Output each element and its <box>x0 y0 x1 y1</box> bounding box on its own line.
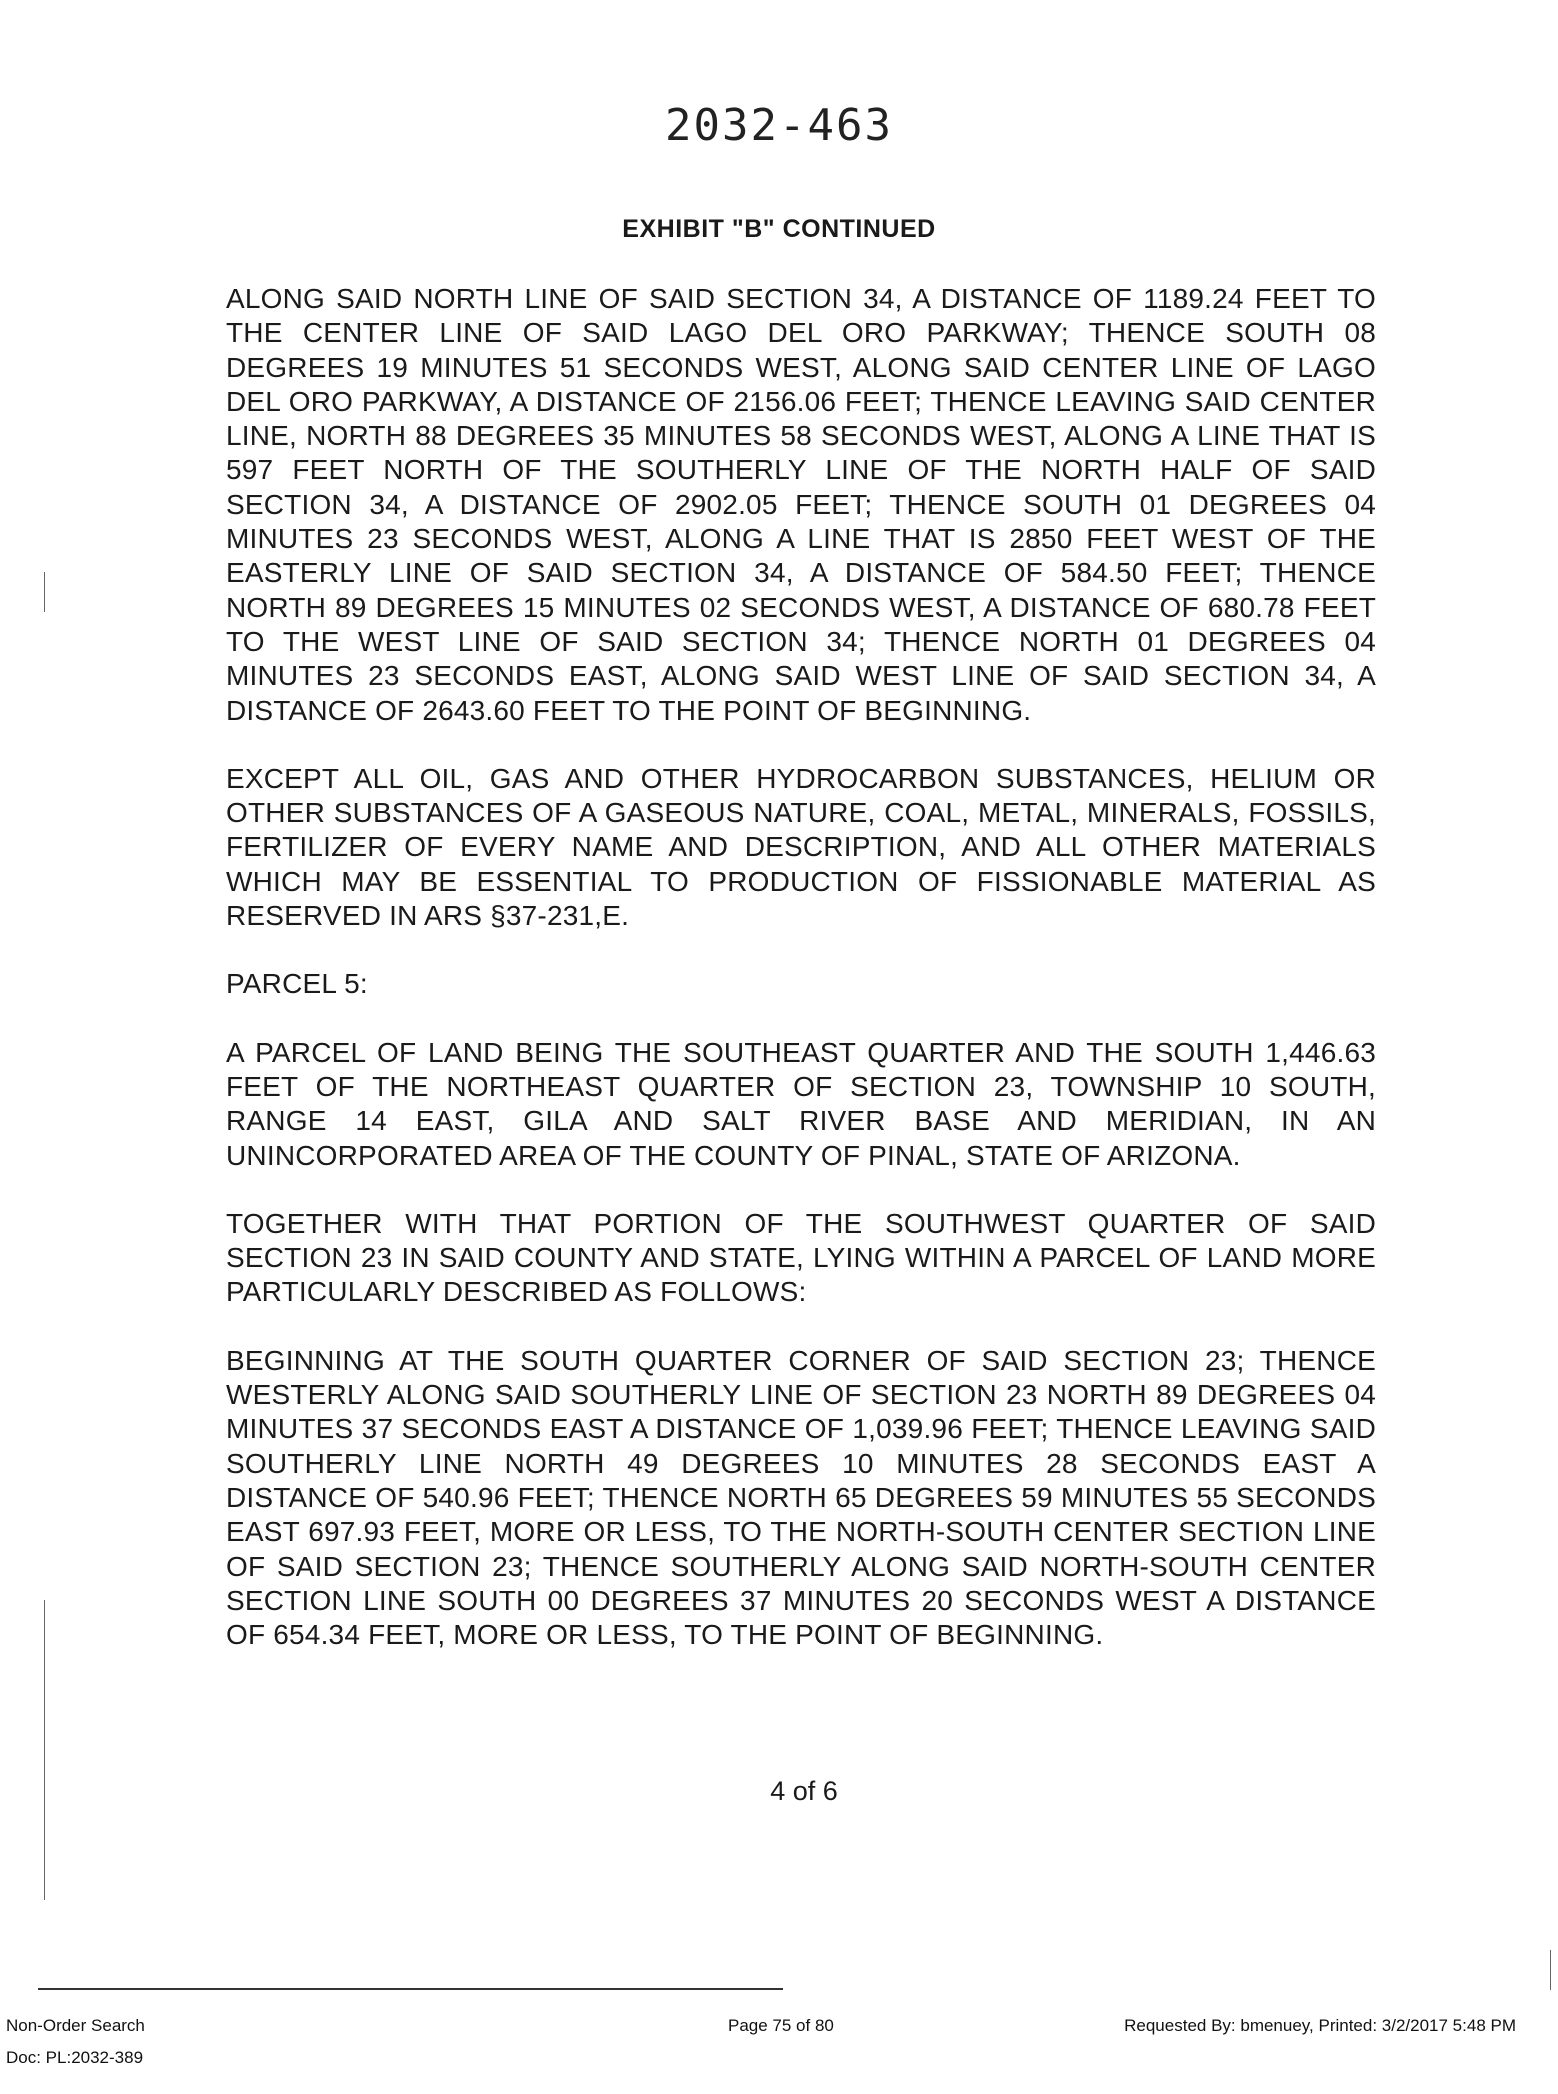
scan-margin-mark <box>44 572 45 612</box>
recording-number: 2032-463 <box>665 100 893 151</box>
paragraph-section-34-boundary: ALONG SAID NORTH LINE OF SAID SECTION 34, A DISTANCE OF 1189.24 FEET TO THE CENTER LINE OF SAID LAGO DEL ORO PARKWAY; THENCE SOUTH 08 DEGREES 19 MINUTES 51 SECONDS WEST, ALONG SAID CENTER LINE OF LAGO DEL ORO PARKWAY, A DISTANCE OF 2156.06 FEET; THENCE LEAVING SAID CENTER LINE, NORTH 88 DEGREES 35 MINUTES 58 SECONDS WEST, ALONG A LINE THAT IS 597 FEET NORTH OF THE SOUTHERLY LINE OF THE NORTH HALF OF SAID SECTION 34, A DISTANCE OF 2902.05 FEET; THENCE SOUTH 01 DEGREES 04 MINUTES 23 SECONDS WEST, ALONG A LINE THAT IS 2850 FEET WEST OF THE EASTERLY LINE OF SAID SECTION 34, A DISTANCE OF 584.50 FEET; THENCE NORTH 89 DEGREES 15 MINUTES 02 SECONDS WEST, A DISTANCE OF 680.78 FEET TO THE WEST LINE OF SAID SECTION 34; THENCE NORTH 01 DEGREES 04 MINUTES 23 SECONDS EAST, ALONG SAID WEST LINE OF SAID SECTION 34, A DISTANCE OF 2643.60 FEET TO THE POINT OF BEGINNING. <box>226 283 1376 726</box>
parcel-5-heading: PARCEL 5: <box>226 968 368 1000</box>
footer-requested-by: Requested By: bmenuey, Printed: 3/2/2017 5:48 PM <box>1124 2016 1516 2035</box>
paragraph-beginning-at: BEGINNING AT THE SOUTH QUARTER CORNER OF SAID SECTION 23; THENCE WESTERLY ALONG SAID SOUTHERLY LINE OF SECTION 23 NORTH 89 DEGREES 04 MINUTES 37 SECONDS EAST A DISTANCE OF 1,039.96 FEET; THENCE LEAVING SAID SOUTHERLY LINE NORTH 49 DEGREES 10 MINUTES 28 SECONDS EAST A DISTANCE OF 540.96 FEET; THENCE NORTH 65 DEGREES 59 MINUTES 55 SECONDS EAST 697.93 FEET, MORE OR LESS, TO THE NORTH-SOUTH CENTER SECTION LINE OF SAID SECTION 23; THENCE SOUTHERLY ALONG SAID NORTH-SOUTH CENTER SECTION LINE SOUTH 00 DEGREES 37 MINUTES 20 SECONDS WEST A DISTANCE OF 654.34 FEET, MORE OR LESS, TO THE POINT OF BEGINNING. <box>226 1344 1376 1651</box>
footer-page-indicator: Page 75 of 80 <box>728 2016 834 2035</box>
footer-divider <box>38 1988 783 1990</box>
search-type-label: Non-Order Search <box>6 2016 145 2035</box>
legal-description-body <box>226 282 1376 1686</box>
footer-left <box>6 2010 145 2074</box>
paragraph-together-with: TOGETHER WITH THAT PORTION OF THE SOUTHWEST QUARTER OF SAID SECTION 23 IN SAID COUNTY AND STATE, LYING WITHIN A PARCEL OF LAND MORE PARTICULARLY DESCRIBED AS FOLLOWS: <box>226 1207 1376 1308</box>
scan-margin-mark <box>1550 1950 1551 1990</box>
scan-margin-mark <box>44 1600 45 1900</box>
doc-reference: Doc: PL:2032-389 <box>6 2048 144 2067</box>
paragraph-mineral-exception: EXCEPT ALL OIL, GAS AND OTHER HYDROCARBON SUBSTANCES, HELIUM OR OTHER SUBSTANCES OF A GASEOUS NATURE, COAL, METAL, MINERALS, FOSSILS, FERTILIZER OF EVERY NAME AND DESCRIPTION, AND ALL OTHER MATERIALS WHICH MAY BE ESSENTIAL TO PRODUCTION OF FISSIONABLE MATERIAL AS RESERVED IN ARS §37-231,E. <box>226 762 1376 932</box>
page-count: 4 of 6 <box>770 1776 838 1806</box>
exhibit-heading: EXHIBIT "B" CONTINUED <box>622 215 936 243</box>
paragraph-parcel-5-description: A PARCEL OF LAND BEING THE SOUTHEAST QUARTER AND THE SOUTH 1,446.63 FEET OF THE NORTHEAST QUARTER OF SECTION 23, TOWNSHIP 10 SOUTH, RANGE 14 EAST, GILA AND SALT RIVER BASE AND MERIDIAN, IN AN UNINCORPORATED AREA OF THE COUNTY OF PINAL, STATE OF ARIZONA. <box>226 1036 1376 1171</box>
